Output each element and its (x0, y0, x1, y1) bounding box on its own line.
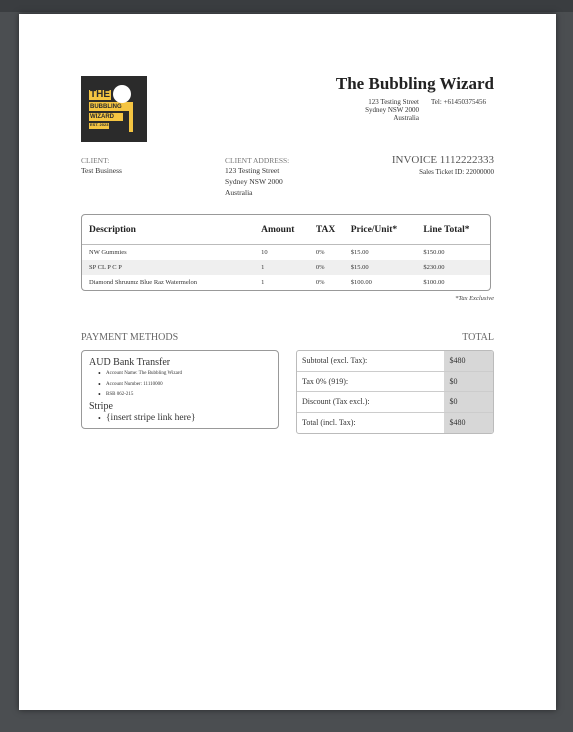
address-line: Sydney NSW 2000 (225, 177, 283, 186)
client-block (81, 156, 122, 176)
column-header: Line Total* (423, 224, 470, 235)
payment-details-list (89, 413, 271, 424)
totals-table (296, 350, 494, 434)
cell: $100.00 (423, 279, 445, 286)
cell: SP CL P C P (89, 264, 122, 271)
totals-value: $0 (444, 392, 493, 412)
invoice-number: INVOICE 1112222333 (391, 154, 494, 166)
cell: NW Gummies (89, 249, 127, 256)
address-line: Australia (225, 188, 253, 197)
column-header: Price/Unit* (350, 224, 398, 235)
cell: $100.00 (350, 279, 372, 286)
company-address (349, 98, 419, 122)
cell: 1 (261, 279, 265, 286)
table-header (82, 215, 490, 245)
client-address-block (225, 156, 289, 198)
sales-ticket-id: Sales Ticket ID: 22000000 (419, 168, 494, 176)
cell: 0% (315, 249, 325, 256)
logo-text-line: THE (90, 89, 110, 100)
client-name: Test Business (81, 166, 122, 175)
column-header: TAX (315, 224, 336, 235)
totals-label: Tax 0% (919): (302, 376, 349, 386)
total-title: TOTAL (462, 332, 494, 343)
invoice-page (19, 14, 556, 710)
totals-label: Discount (Tax excl.): (302, 397, 370, 407)
company-name: The Bubbling Wizard (335, 74, 494, 93)
payment-details-list (89, 369, 271, 401)
logo-text-line: WIZARD (90, 114, 114, 120)
cell: $15.00 (350, 264, 369, 271)
totals-row (297, 413, 493, 434)
table-row (82, 245, 490, 260)
cell: Diamond Shruumz Blue Raz Watermelon (89, 279, 198, 286)
invoice-info (392, 154, 494, 176)
totals-label: Subtotal (excl. Tax): (302, 356, 368, 366)
cell: $150.00 (423, 249, 445, 256)
client-address-label: CLIENT ADDRESS: (225, 156, 290, 165)
stripe-link[interactable]: • {insert stripe link here} (106, 413, 271, 424)
payment-method-name: AUD Bank Transfer (89, 357, 171, 368)
cell: 0% (315, 279, 325, 286)
payment-detail: • Account Number: 11110000 (106, 380, 271, 391)
company-phone: Tel: +61450375456 (431, 98, 486, 106)
totals-row (297, 351, 493, 372)
address-line: Sydney NSW 2000 (365, 106, 419, 114)
address-line: 123 Testing Street (368, 98, 419, 106)
payment-methods-title: PAYMENT METHODS (81, 332, 179, 343)
payment-detail: • Account Name: The Bubbling Wizard (106, 369, 271, 380)
payment-detail: • BSB 062-215 (106, 390, 271, 401)
line-items-table (81, 214, 491, 291)
payment-method-name: Stripe (89, 400, 113, 412)
cell: 0% (315, 264, 325, 271)
cell: $230.00 (423, 264, 445, 271)
totals-value: $480 (444, 413, 493, 434)
totals-label: Total (incl. Tax): (302, 418, 356, 428)
totals-row (297, 372, 493, 393)
column-header: Description (89, 224, 136, 235)
totals-value: $480 (444, 351, 493, 371)
company-logo (81, 76, 147, 142)
logo-text-line: EST. 2023 (90, 122, 109, 127)
cell: $15.00 (350, 249, 369, 256)
payment-methods-box (81, 350, 279, 429)
address-line: Australia (393, 114, 419, 122)
totals-row (297, 392, 493, 413)
totals-value: $0 (444, 372, 493, 392)
cell: 1 (261, 264, 265, 271)
column-header: Amount (261, 224, 295, 235)
viewer-toolbar (0, 0, 573, 12)
tax-exclusive-note: *Tax Exclusive (455, 295, 494, 302)
table-row (82, 260, 490, 275)
address-line: 123 Testing Street (225, 166, 280, 175)
cell: 10 (261, 249, 268, 256)
logo-text-line: BUBBLING (90, 104, 122, 110)
table-row (82, 275, 490, 290)
client-label: CLIENT: (81, 156, 110, 165)
